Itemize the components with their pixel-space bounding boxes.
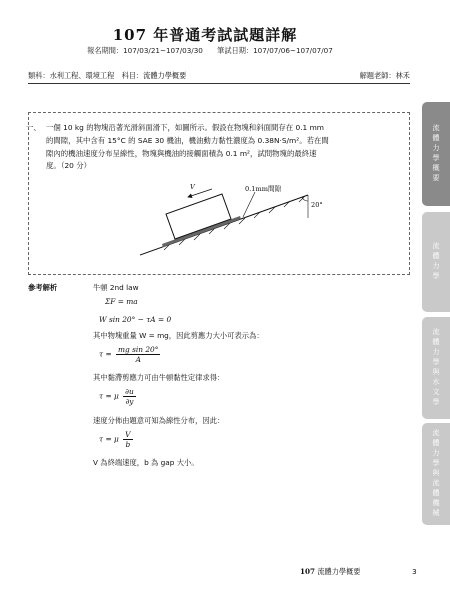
solution-label: 參考解析 [28,283,58,292]
denominator: A [135,355,141,364]
denominator: ∂y [125,397,134,406]
angle-label: 20° [311,201,323,209]
tab-fluid-mechanics-machinery[interactable]: 流體力學與流體機械 [422,423,450,525]
registration-period: 報名期間：107/03/21~107/03/30 [87,46,203,55]
page-title: 107 年普通考試試題詳解 [112,26,298,44]
equation-lhs: τ = μ [99,434,119,444]
angle-arc [302,197,308,201]
equation-lhs: τ = μ [99,391,119,401]
page-footer [300,567,360,577]
category-text: 類科：水利工程、環境工程 [28,71,115,80]
gap-leader [243,192,255,217]
incline-diagram [140,180,410,270]
solution-line: 牛頓 2nd law [93,283,139,292]
question-line: 隙內的機油速度分布呈線性，物塊與機油的接觸面積為 0.1 m²，試問物塊的最終速 [46,148,317,158]
fraction [123,430,132,449]
gap-label: 0.1mm間隙 [245,185,282,193]
equation-newton-viscosity [99,387,138,406]
solution-line: 其中物塊重量 W = mg，因此剪應力大小可表示為： [93,331,264,340]
equation-linear-profile [99,430,135,449]
equation-sum-force: ΣF = ma [105,297,138,306]
tab-fluid-mechanics-overview[interactable]: 流體力學概要 [422,102,450,206]
footer-year: 107 [300,567,316,576]
equation-lhs: τ = [99,349,112,359]
solution-line: 速度分佈由題意可知為線性分布，因此： [93,416,225,425]
numerator: mg sin 20° [118,345,159,354]
solution-line: V 為終端速度，b 為 gap 大小。 [93,458,199,467]
exam-date: 筆試日期：107/07/06~107/07/07 [217,46,333,55]
exam-dates [0,46,420,56]
header-divider [28,83,410,84]
question-line: 一個 10 kg 的物塊沿著光滑斜面滑下，如圖所示。假設在物塊和斜面間存在 0.1 mm [46,123,324,132]
question-number: 一、 [26,123,41,132]
exam-meta [28,68,410,82]
numerator: ∂u [125,387,134,396]
tab-fluid-mechanics-hydrology[interactable]: 流體力學與水文學 [422,317,450,419]
question-line: 的間隙，其中含有 15°C 的 SAE 30 機油，機油動力黏性濃度為 0.38N‧S/m²。若在間 [46,135,329,145]
equation-shear-weight [99,345,162,364]
question-line: 度。（20 分） [46,161,92,171]
footer-title: 流體力學概要 [317,567,361,576]
subject-text: 科目：流體力學概要 [121,71,187,80]
tab-fluid-mechanics[interactable]: 流體力學 [422,212,450,312]
equation-balance: W sin 20° − τA = 0 [99,315,172,324]
denominator: b [125,440,131,449]
fraction [123,387,136,406]
page-number: 3 [412,567,417,576]
fraction [116,345,160,364]
question-text [26,122,398,173]
velocity-label: V [190,183,195,191]
teacher-text: 解題老師：林禾 [359,71,410,80]
solution-line: 其中黏滯剪應力可由牛頓黏性定律求得： [93,373,225,382]
numerator: V [125,430,131,439]
incline-figure [140,180,410,270]
